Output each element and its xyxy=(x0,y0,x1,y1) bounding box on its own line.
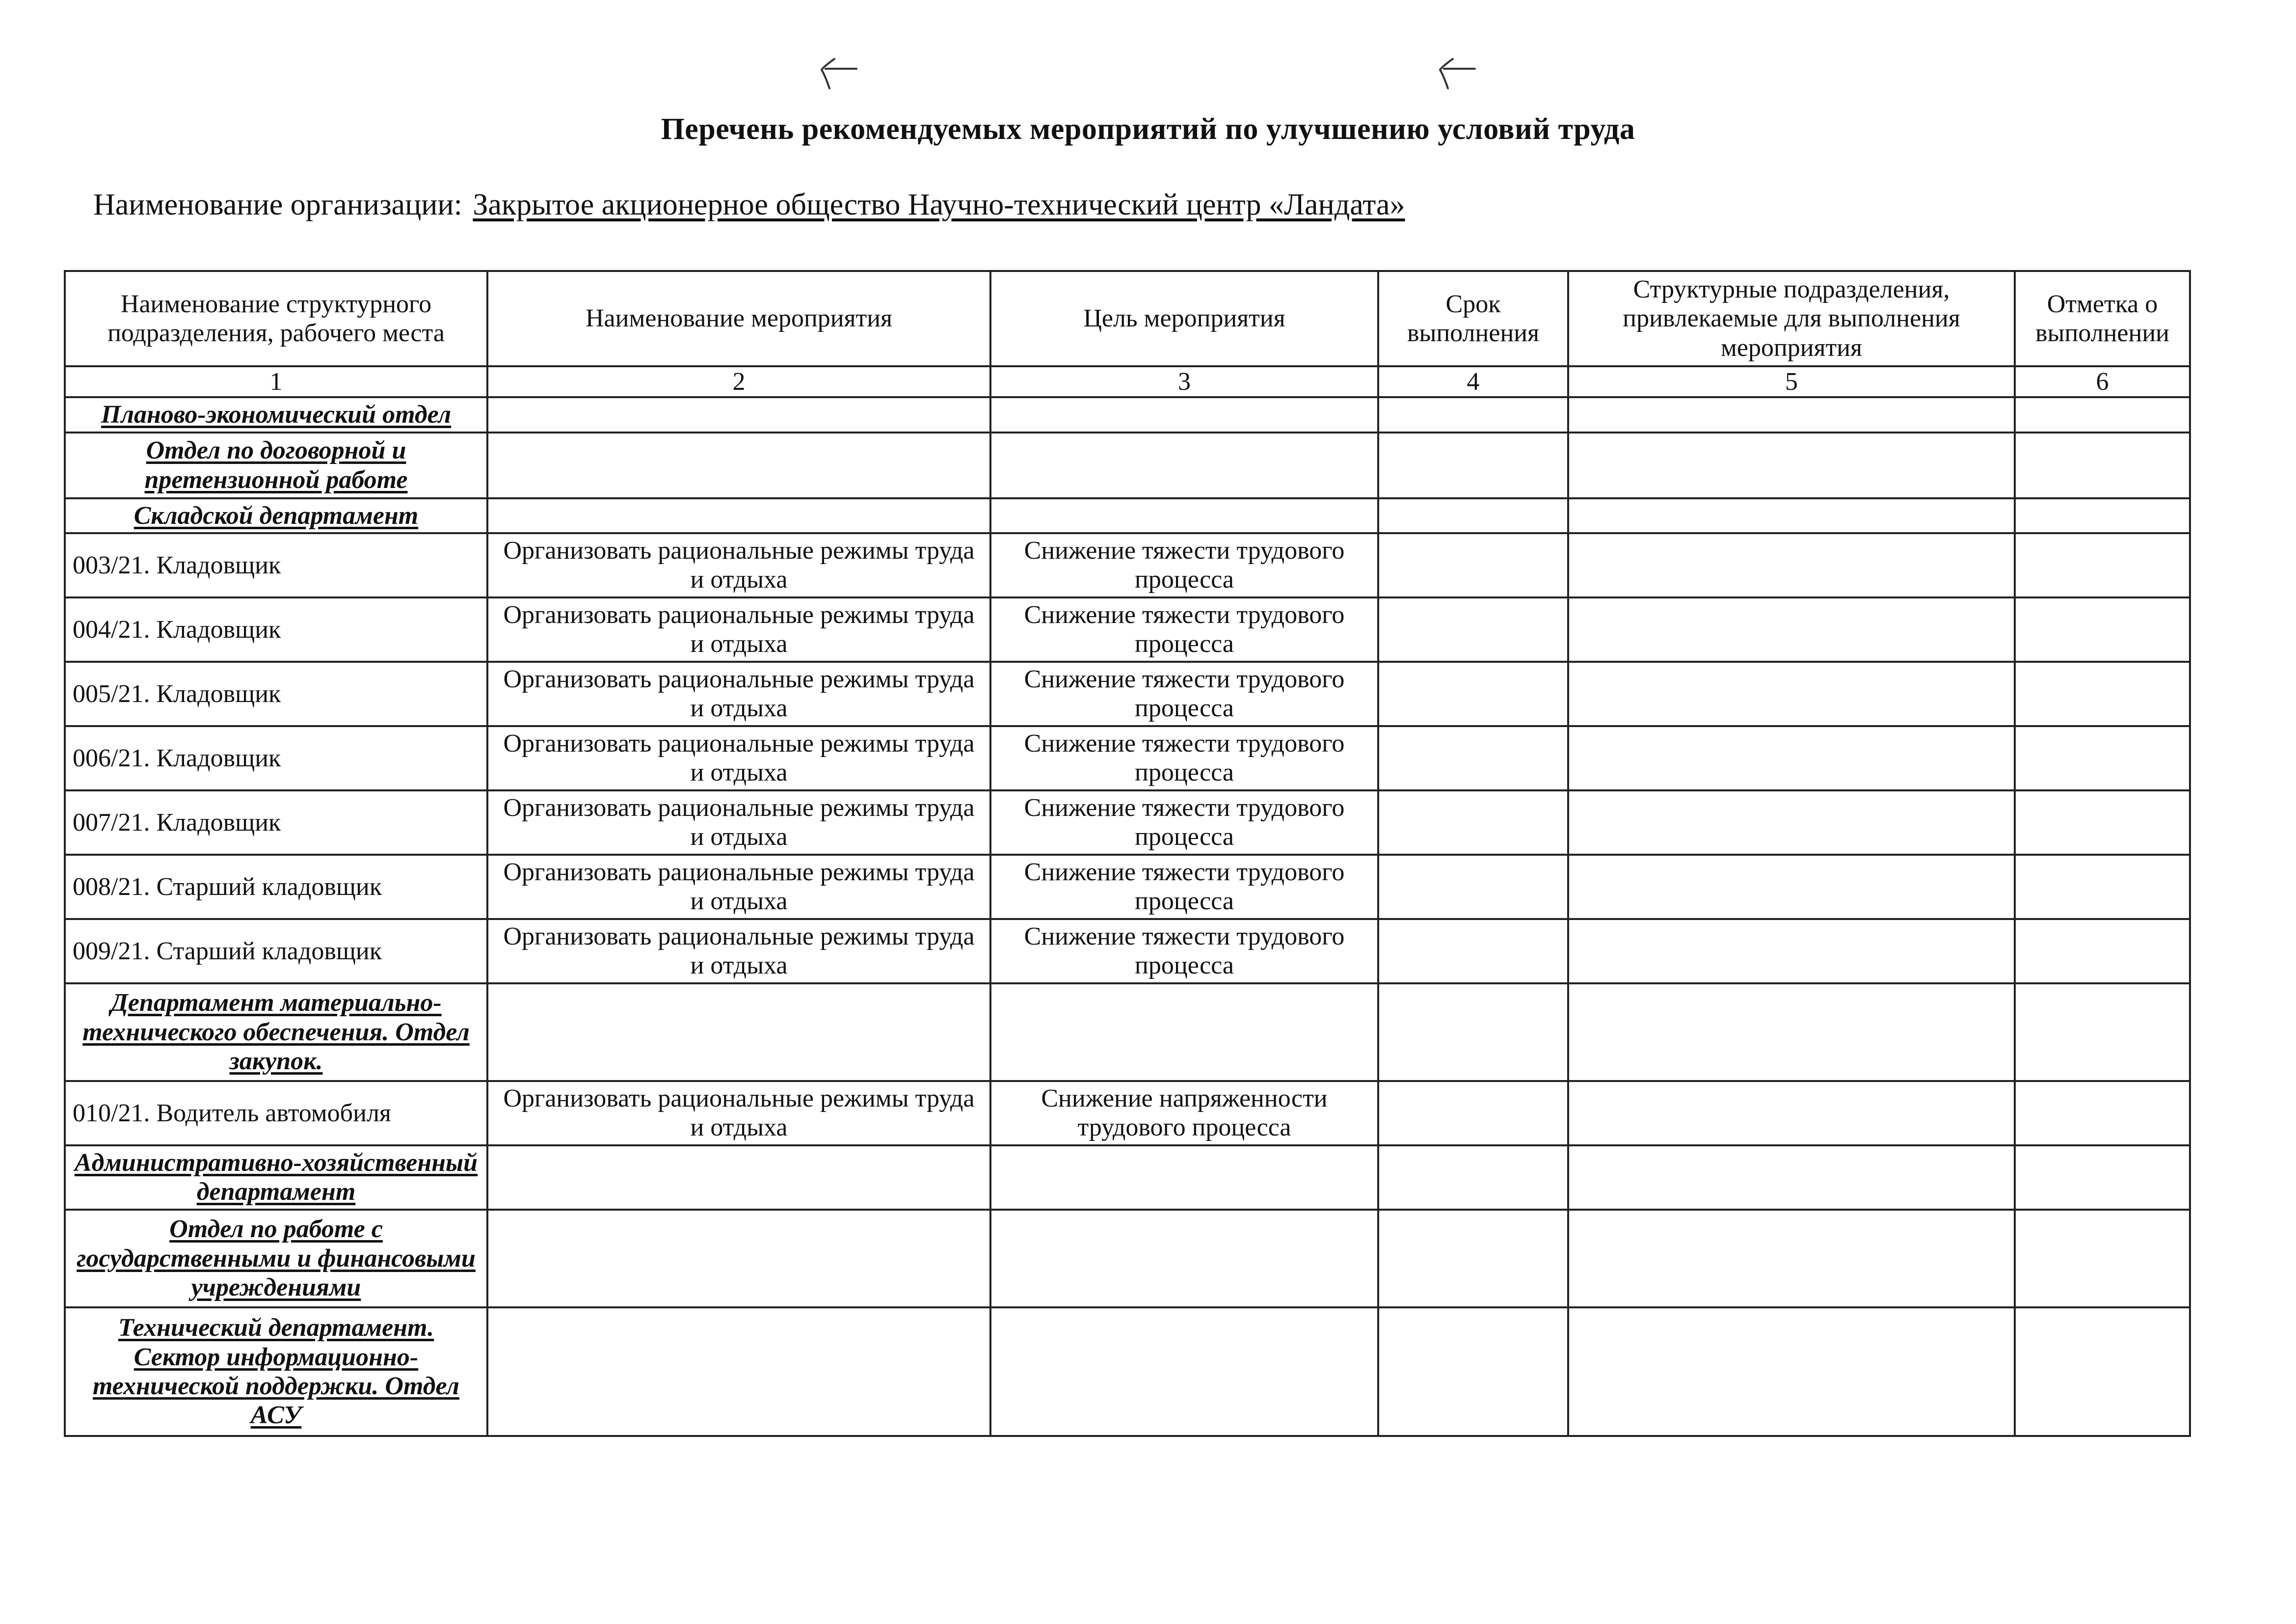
measure-cell: Организовать рациональные режимы труда и отдыха xyxy=(487,533,990,597)
empty-cell xyxy=(2015,498,2190,533)
empty-cell xyxy=(2015,1081,2190,1145)
workplace-row xyxy=(65,855,2190,919)
empty-cell xyxy=(1568,983,2015,1081)
department-name: Отдел по работе с государственными и финансовыми учреждениями xyxy=(65,1210,487,1307)
workplace-name: 008/21. Старший кладовщик xyxy=(65,855,487,919)
empty-cell xyxy=(487,983,990,1081)
department-name: Департамент материально-технического обеспечения. Отдел закупок. xyxy=(65,983,487,1081)
empty-cell xyxy=(487,498,990,533)
goal-cell: Снижение тяжести трудового процесса xyxy=(990,533,1378,597)
empty-cell xyxy=(2015,433,2190,498)
empty-cell xyxy=(990,983,1378,1081)
empty-cell xyxy=(1568,1145,2015,1210)
empty-cell xyxy=(2015,855,2190,919)
measure-cell: Организовать рациональные режимы труда и отдыха xyxy=(487,662,990,726)
column-number: 6 xyxy=(2015,366,2190,397)
empty-cell xyxy=(1378,1210,1568,1307)
workplace-name: 005/21. Кладовщик xyxy=(65,662,487,726)
empty-cell xyxy=(1378,662,1568,726)
empty-cell xyxy=(1568,726,2015,790)
empty-cell xyxy=(2015,919,2190,983)
department-name: Складской департамент xyxy=(65,498,487,533)
empty-cell xyxy=(990,1307,1378,1436)
empty-cell xyxy=(1568,533,2015,597)
department-row xyxy=(65,983,2190,1081)
column-header: Отметка о выполнении xyxy=(2015,271,2190,366)
column-header: Наименование мероприятия xyxy=(487,271,990,366)
handwritten-arrow-mark xyxy=(1433,54,1477,98)
empty-cell xyxy=(990,1145,1378,1210)
empty-cell xyxy=(2015,1307,2190,1436)
empty-cell xyxy=(1378,1145,1568,1210)
empty-cell xyxy=(1568,855,2015,919)
organization-label: Наименование организации: xyxy=(93,188,462,221)
empty-cell xyxy=(1568,1081,2015,1145)
empty-cell xyxy=(1568,1210,2015,1307)
measure-cell: Организовать рациональные режимы труда и отдыха xyxy=(487,919,990,983)
column-header: Срок выполнения xyxy=(1378,271,1568,366)
workplace-row xyxy=(65,533,2190,597)
workplace-name: 009/21. Старший кладовщик xyxy=(65,919,487,983)
workplace-row xyxy=(65,1081,2190,1145)
empty-cell xyxy=(2015,790,2190,855)
empty-cell xyxy=(1378,433,1568,498)
empty-cell xyxy=(990,397,1378,432)
workplace-name: 007/21. Кладовщик xyxy=(65,790,487,855)
document-title: Перечень рекомендуемых мероприятий по улучшению условий труда xyxy=(661,112,1635,146)
empty-cell xyxy=(1378,919,1568,983)
column-header: Цель мероприятия xyxy=(990,271,1378,366)
goal-cell: Снижение тяжести трудового процесса xyxy=(990,855,1378,919)
department-name: Технический департамент. Сектор информационно-технической поддержки. Отдел АСУ xyxy=(65,1307,487,1436)
column-number: 4 xyxy=(1378,366,1568,397)
empty-cell xyxy=(2015,1210,2190,1307)
empty-cell xyxy=(487,397,990,432)
empty-cell xyxy=(487,1145,990,1210)
empty-cell xyxy=(1378,790,1568,855)
department-name: Отдел по договорной и претензионной работе xyxy=(65,433,487,498)
empty-cell xyxy=(1568,397,2015,432)
empty-cell xyxy=(990,433,1378,498)
empty-cell xyxy=(1568,662,2015,726)
goal-cell: Снижение тяжести трудового процесса xyxy=(990,790,1378,855)
empty-cell xyxy=(1378,726,1568,790)
department-name: Планово-экономический отдел xyxy=(65,397,487,432)
organization-name: Закрытое акционерное общество Научно-технический центр «Ландата» xyxy=(473,188,1405,221)
workplace-name: 010/21. Водитель автомобиля xyxy=(65,1081,487,1145)
measures-table xyxy=(64,270,2191,1437)
empty-cell xyxy=(1378,1307,1568,1436)
goal-cell: Снижение тяжести трудового процесса xyxy=(990,919,1378,983)
empty-cell xyxy=(1378,1081,1568,1145)
empty-cell xyxy=(1378,498,1568,533)
department-row xyxy=(65,1210,2190,1307)
empty-cell xyxy=(1378,533,1568,597)
empty-cell xyxy=(487,1307,990,1436)
empty-cell xyxy=(1378,855,1568,919)
workplace-name: 003/21. Кладовщик xyxy=(65,533,487,597)
empty-cell xyxy=(1568,790,2015,855)
empty-cell xyxy=(990,498,1378,533)
measure-cell: Организовать рациональные режимы труда и отдыха xyxy=(487,1081,990,1145)
workplace-row xyxy=(65,597,2190,662)
measure-cell: Организовать рациональные режимы труда и отдыха xyxy=(487,855,990,919)
empty-cell xyxy=(1568,597,2015,662)
department-row xyxy=(65,397,2190,432)
table-header-row xyxy=(65,271,2190,366)
department-row xyxy=(65,1307,2190,1436)
column-number: 1 xyxy=(65,366,487,397)
empty-cell xyxy=(1568,433,2015,498)
department-row xyxy=(65,1145,2190,1210)
goal-cell: Снижение напряженности трудового процесса xyxy=(990,1081,1378,1145)
empty-cell xyxy=(2015,533,2190,597)
goal-cell: Снижение тяжести трудового процесса xyxy=(990,597,1378,662)
empty-cell xyxy=(487,433,990,498)
empty-cell xyxy=(1568,498,2015,533)
measure-cell: Организовать рациональные режимы труда и отдыха xyxy=(487,597,990,662)
workplace-row xyxy=(65,790,2190,855)
goal-cell: Снижение тяжести трудового процесса xyxy=(990,662,1378,726)
department-row xyxy=(65,498,2190,533)
measure-cell: Организовать рациональные режимы труда и отдыха xyxy=(487,790,990,855)
measure-cell: Организовать рациональные режимы труда и отдыха xyxy=(487,726,990,790)
empty-cell xyxy=(2015,1145,2190,1210)
workplace-name: 006/21. Кладовщик xyxy=(65,726,487,790)
empty-cell xyxy=(1568,1307,2015,1436)
empty-cell xyxy=(1378,597,1568,662)
empty-cell xyxy=(2015,597,2190,662)
empty-cell xyxy=(2015,662,2190,726)
empty-cell xyxy=(990,1210,1378,1307)
workplace-row xyxy=(65,919,2190,983)
workplace-row xyxy=(65,662,2190,726)
goal-cell: Снижение тяжести трудового процесса xyxy=(990,726,1378,790)
column-number-row xyxy=(65,366,2190,397)
column-number: 3 xyxy=(990,366,1378,397)
column-number: 2 xyxy=(487,366,990,397)
workplace-name: 004/21. Кладовщик xyxy=(65,597,487,662)
column-header: Структурные подразделения, привлекаемые для выполнения мероприятия xyxy=(1568,271,2015,366)
empty-cell xyxy=(2015,983,2190,1081)
organization-line xyxy=(93,188,1419,222)
empty-cell xyxy=(1378,983,1568,1081)
department-name: Административно-хозяйственный департамент xyxy=(65,1145,487,1210)
column-header: Наименование структурного подразделения, рабочего места xyxy=(65,271,487,366)
empty-cell xyxy=(2015,726,2190,790)
empty-cell xyxy=(1378,397,1568,432)
department-row xyxy=(65,433,2190,498)
handwritten-arrow-mark xyxy=(815,54,859,98)
column-number: 5 xyxy=(1568,366,2015,397)
empty-cell xyxy=(2015,397,2190,432)
workplace-row xyxy=(65,726,2190,790)
empty-cell xyxy=(1568,919,2015,983)
empty-cell xyxy=(487,1210,990,1307)
